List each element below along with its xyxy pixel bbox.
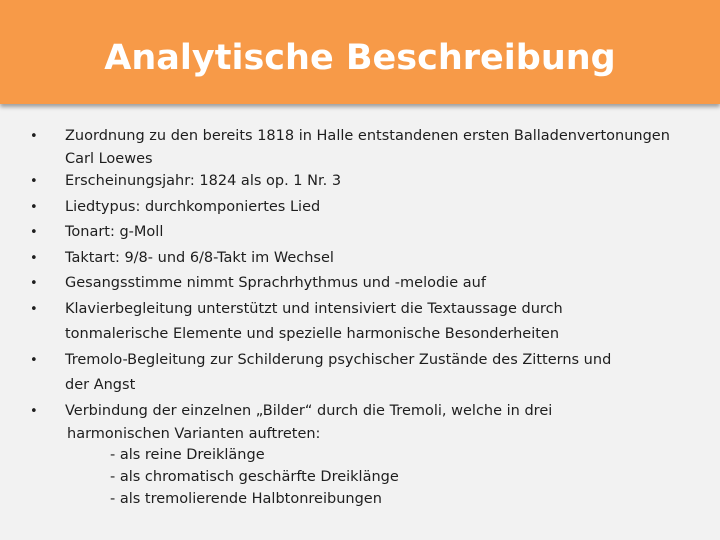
list-item xyxy=(0,220,720,246)
list-item xyxy=(0,297,720,348)
bullet-icon: • xyxy=(30,199,38,215)
list-item-line: Liedtypus: durchkomponiertes Lied xyxy=(65,198,321,215)
list-item-text xyxy=(65,246,705,272)
list-item-text xyxy=(65,169,705,195)
list-item-text xyxy=(65,195,705,221)
list-item xyxy=(0,195,720,221)
list-item-text xyxy=(65,348,705,399)
list-item-text xyxy=(65,271,705,297)
list-item-line: Taktart: 9/8- und 6/8-Takt im Wechsel xyxy=(65,249,334,266)
sub-list-item: - als reine Dreiklänge xyxy=(110,447,265,463)
bullet-icon: • xyxy=(30,301,38,317)
list-item-line: Verbindung der einzelnen „Bilder“ durch die Tremoli, welche in drei xyxy=(65,402,553,419)
list-item xyxy=(0,399,720,511)
bullet-icon: • xyxy=(30,403,38,419)
list-item xyxy=(0,124,720,169)
list-item-line: Tonart: g-Moll xyxy=(65,224,164,240)
sub-list-item: - als chromatisch geschärfte Dreiklänge xyxy=(110,469,399,485)
bullet-icon: • xyxy=(30,250,38,266)
bullet-icon: • xyxy=(30,276,38,291)
list-item-line: Carl Loewes xyxy=(65,151,153,167)
bullet-icon: • xyxy=(30,225,38,240)
list-item xyxy=(0,246,720,272)
list-item-text xyxy=(65,297,705,348)
list-item-line: Erscheinungsjahr: 1824 als op. 1 Nr. 3 xyxy=(65,173,342,189)
bullet-list xyxy=(0,124,720,510)
slide-title: Analytische Beschreibung xyxy=(104,38,616,78)
bullet-icon: • xyxy=(30,129,38,144)
list-item-text xyxy=(65,124,705,169)
list-item-line: Tremolo-Begleitung zur Schilderung psychischer Zustände des Zitterns und xyxy=(65,351,612,368)
list-item xyxy=(0,271,720,297)
list-item-line: der Angst xyxy=(65,377,136,393)
list-item-line: Zuordnung zu den bereits 1818 in Halle entstandenen ersten Balladenvertonungen xyxy=(65,128,670,144)
list-item-text xyxy=(65,220,705,246)
list-item xyxy=(0,348,720,399)
list-item-line: tonmalerische Elemente und spezielle harmonische Besonderheiten xyxy=(65,326,560,342)
list-item-line: Gesangsstimme nimmt Sprachrhythmus und -melodie auf xyxy=(65,275,486,291)
list-item xyxy=(0,169,720,195)
list-item-line: Klavierbegleitung unterstützt und intensiviert die Textaussage durch xyxy=(65,300,563,317)
title-bar xyxy=(0,0,720,104)
bullet-icon: • xyxy=(30,174,38,189)
bullet-icon: • xyxy=(30,352,38,368)
sub-list-item: - als tremolierende Halbtonreibungen xyxy=(110,491,382,507)
list-item-text xyxy=(65,399,705,511)
list-item-line: harmonischen Varianten auftreten: xyxy=(67,426,321,442)
